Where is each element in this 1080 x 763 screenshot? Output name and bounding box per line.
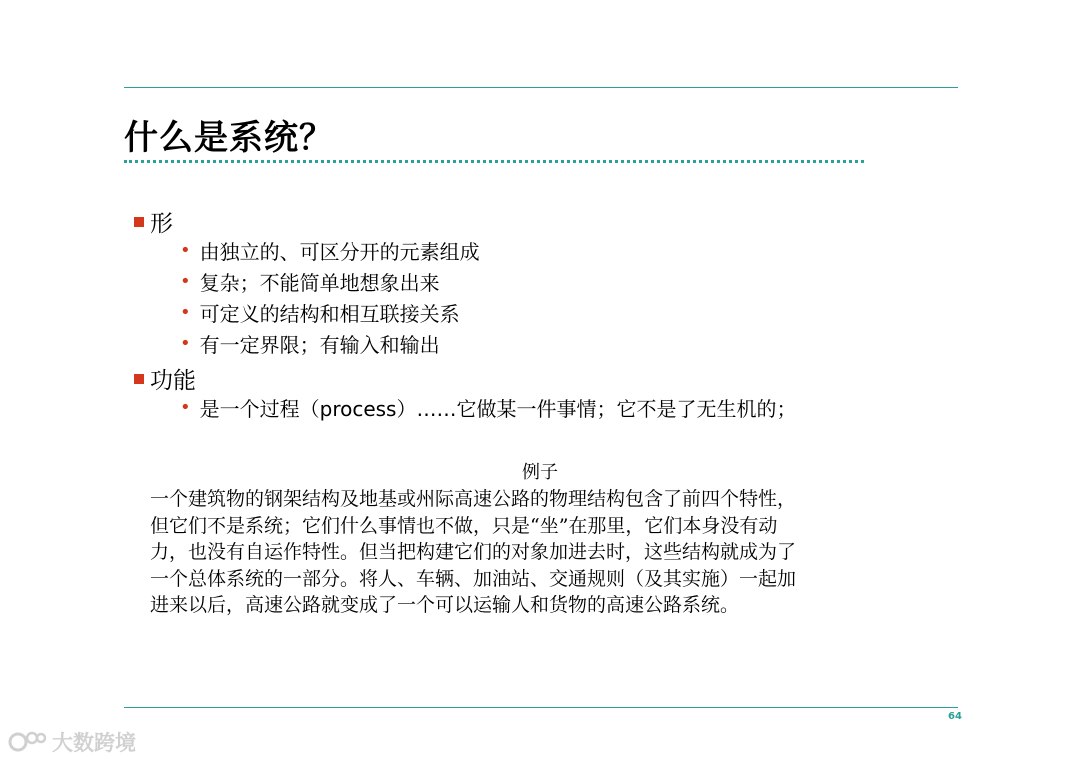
bullet-dot-icon: • — [180, 333, 191, 354]
list-item-text: 可定义的结构和相互联接关系 — [199, 302, 460, 326]
bullet-dot-icon: • — [180, 271, 191, 292]
list-item — [180, 329, 440, 358]
list-item — [180, 267, 440, 296]
square-bullet-icon — [134, 374, 144, 384]
example-line: 进来以后，高速公路就变成了一个可以运输人和货物的高速公路系统。 — [150, 594, 740, 616]
example-line: 力，也没有自运作特性。但当把构建它们的对象加进去时，这些结构就成为了 — [150, 541, 797, 563]
list-item-text: 是一个过程（process）……它做某一件事情；它不是了无生机的； — [199, 397, 797, 421]
top-divider — [124, 87, 958, 88]
example-title: 例子 — [522, 462, 558, 483]
list-item — [180, 298, 460, 327]
bottom-divider — [124, 707, 958, 708]
list-item-text: 由独立的、可区分开的元素组成 — [199, 240, 480, 264]
bullet-dot-icon: • — [180, 397, 191, 418]
example-line: 但它们不是系统；它们什么事情也不做，只是“坐”在那里，它们本身没有动 — [150, 514, 778, 537]
example-paragraph — [150, 486, 950, 619]
section-function — [134, 362, 196, 395]
page-number: 64 — [948, 711, 962, 722]
slide-title: 什么是系统？ — [124, 118, 334, 158]
watermark — [8, 727, 136, 757]
example-line: 一个建筑物的钢架结构及地基或州际高速公路的物理结构包含了前四个特性， — [150, 488, 797, 510]
list-item-text: 复杂；不能简单地想象出来 — [199, 271, 440, 295]
title-underline — [124, 160, 864, 163]
list-item-text: 有一定界限；有输入和输出 — [199, 333, 440, 357]
list-item — [180, 393, 796, 422]
square-bullet-icon — [134, 217, 144, 227]
watermark-text: 大数跨境 — [52, 731, 136, 755]
example-line: 一个总体系统的一部分。将人、车辆、加油站、交通规则（及其实施）一起加 — [150, 567, 797, 590]
logo-icon — [8, 728, 48, 756]
section-form — [134, 205, 173, 238]
section-label: 功能 — [150, 368, 196, 394]
list-item — [180, 236, 480, 265]
bullet-dot-icon: • — [180, 240, 191, 261]
section-label: 形 — [150, 211, 173, 237]
bullet-dot-icon: • — [180, 302, 191, 323]
